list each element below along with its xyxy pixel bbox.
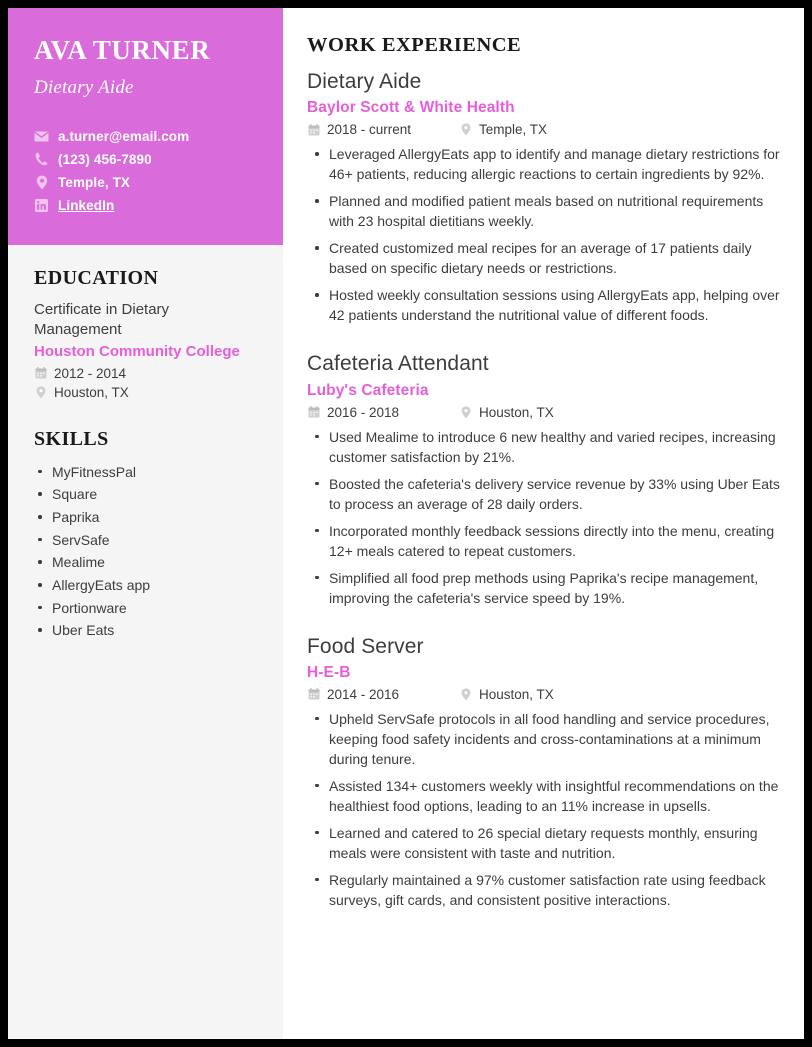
job-location-label: Houston, TX bbox=[479, 404, 554, 420]
education-degree: Certificate in Dietary Management bbox=[34, 301, 170, 339]
map-pin-icon bbox=[34, 386, 47, 399]
contact-item-linkedin[interactable] bbox=[34, 198, 257, 213]
list-item: Uber Eats bbox=[34, 619, 257, 642]
job-title: Food Server bbox=[307, 634, 424, 658]
job-entry bbox=[307, 351, 782, 607]
education-dates-label: 2012 - 2014 bbox=[54, 365, 127, 381]
education-dates bbox=[34, 366, 257, 381]
job-company: Baylor Scott & White Health bbox=[307, 99, 515, 117]
contact-item-location bbox=[34, 175, 257, 190]
job-dates-label: 2014 - 2016 bbox=[327, 686, 400, 702]
education-heading: EDUCATION bbox=[34, 267, 159, 289]
job-meta bbox=[307, 405, 782, 420]
job-location-label: Houston, TX bbox=[479, 686, 554, 702]
contact-phone-label: (123) 456-7890 bbox=[58, 151, 152, 167]
map-pin-icon bbox=[459, 406, 472, 419]
list-item: Paprika bbox=[34, 506, 257, 529]
list-item: Portionware bbox=[34, 597, 257, 620]
job-bullets bbox=[307, 709, 782, 910]
job-dates-label: 2016 - 2018 bbox=[327, 404, 400, 420]
list-item: Learned and catered to 26 special dietary requests monthly, ensuring meals were consistent with taste and nutrition. bbox=[307, 823, 782, 863]
contact-linkedin-label[interactable]: LinkedIn bbox=[58, 197, 115, 213]
list-item: ServSafe bbox=[34, 529, 257, 552]
job-dates bbox=[307, 122, 459, 137]
job-dates bbox=[307, 687, 459, 702]
list-item: Incorporated monthly feedback sessions directly into the menu, creating 12+ meals catered to repeat customers. bbox=[307, 521, 782, 561]
job-entry bbox=[307, 634, 782, 910]
list-item: Planned and modified patient meals based on nutritional requirements with 23 hospital dietitians weekly. bbox=[307, 191, 782, 231]
envelope-icon bbox=[34, 131, 49, 142]
map-pin-icon bbox=[459, 688, 472, 701]
job-dates-label: 2018 - current bbox=[327, 122, 412, 138]
skills-heading: SKILLS bbox=[34, 427, 109, 450]
resume-page bbox=[8, 8, 804, 1039]
list-item: Simplified all food prep methods using Paprika's recipe management, improving the cafeteria's service speed by 19%. bbox=[307, 568, 782, 608]
contact-item-email[interactable] bbox=[34, 129, 257, 144]
list-item: Boosted the cafeteria's delivery service revenue by 33% using Uber Eats to process an average of 28 daily orders. bbox=[307, 474, 782, 514]
job-location-label: Temple, TX bbox=[479, 122, 548, 138]
job-location bbox=[459, 687, 554, 702]
contact-location-label: Temple, TX bbox=[58, 174, 131, 190]
work-experience-heading: WORK EXPERIENCE bbox=[307, 34, 522, 56]
list-item: Upheld ServSafe protocols in all food handling and service procedures, keeping food safety incidents and cross-contaminations at a minimum during tenure. bbox=[307, 709, 782, 769]
main-content bbox=[283, 8, 804, 1039]
linkedin-icon bbox=[34, 199, 49, 212]
phone-icon bbox=[34, 152, 49, 166]
sidebar bbox=[8, 8, 283, 1039]
calendar-icon bbox=[307, 688, 320, 700]
job-meta bbox=[307, 687, 782, 702]
page-title: AVA TURNER bbox=[34, 35, 211, 65]
calendar-icon bbox=[307, 124, 320, 136]
list-item: Square bbox=[34, 483, 257, 506]
job-meta bbox=[307, 122, 782, 137]
job-title: Dietary Aide bbox=[307, 70, 422, 93]
job-tagline: Dietary Aide bbox=[34, 76, 134, 98]
skills-section bbox=[34, 428, 257, 642]
job-location bbox=[459, 122, 547, 137]
education-section bbox=[34, 267, 257, 400]
skills-list bbox=[34, 461, 257, 642]
calendar-icon bbox=[34, 367, 47, 379]
map-pin-icon bbox=[459, 123, 472, 136]
job-title: Cafeteria Attendant bbox=[307, 352, 489, 376]
map-pin-icon bbox=[34, 175, 49, 190]
list-item: Assisted 134+ customers weekly with insightful recommendations on the healthiest food options, leading to an 11% increase in upsells. bbox=[307, 776, 782, 816]
calendar-icon bbox=[307, 406, 320, 418]
list-item: Hosted weekly consultation sessions using AllergyEats app, helping over 42 patients understand the nutritional value of different foods. bbox=[307, 285, 782, 325]
job-dates bbox=[307, 405, 459, 420]
job-entry bbox=[307, 69, 782, 325]
education-school: Houston Community College bbox=[34, 342, 240, 360]
list-item: AllergyEats app bbox=[34, 574, 257, 597]
contact-list bbox=[34, 129, 257, 213]
list-item: Created customized meal recipes for an average of 17 patients daily based on specific dietary needs or restrictions. bbox=[307, 238, 782, 278]
education-location-label: Houston, TX bbox=[54, 384, 129, 400]
job-bullets bbox=[307, 144, 782, 325]
list-item: MyFitnessPal bbox=[34, 461, 257, 484]
job-bullets bbox=[307, 427, 782, 608]
sidebar-header bbox=[8, 8, 283, 245]
job-company: Luby's Cafeteria bbox=[307, 381, 429, 399]
job-location bbox=[459, 405, 554, 420]
contact-email-label: a.turner@email.com bbox=[58, 128, 190, 144]
list-item: Regularly maintained a 97% customer satisfaction rate using feedback surveys, gift cards, and consistent positive interactions. bbox=[307, 870, 782, 910]
job-company: H-E-B bbox=[307, 663, 351, 681]
list-item: Mealime bbox=[34, 551, 257, 574]
sidebar-body bbox=[8, 245, 283, 642]
contact-item-phone[interactable] bbox=[34, 152, 257, 167]
list-item: Leveraged AllergyEats app to identify and manage dietary restrictions for 46+ patients, reducing allergic reactions to certain ingredients by 92%. bbox=[307, 144, 782, 184]
list-item: Used Mealime to introduce 6 new healthy and varied recipes, increasing customer satisfaction by 21%. bbox=[307, 427, 782, 467]
education-location bbox=[34, 385, 257, 400]
